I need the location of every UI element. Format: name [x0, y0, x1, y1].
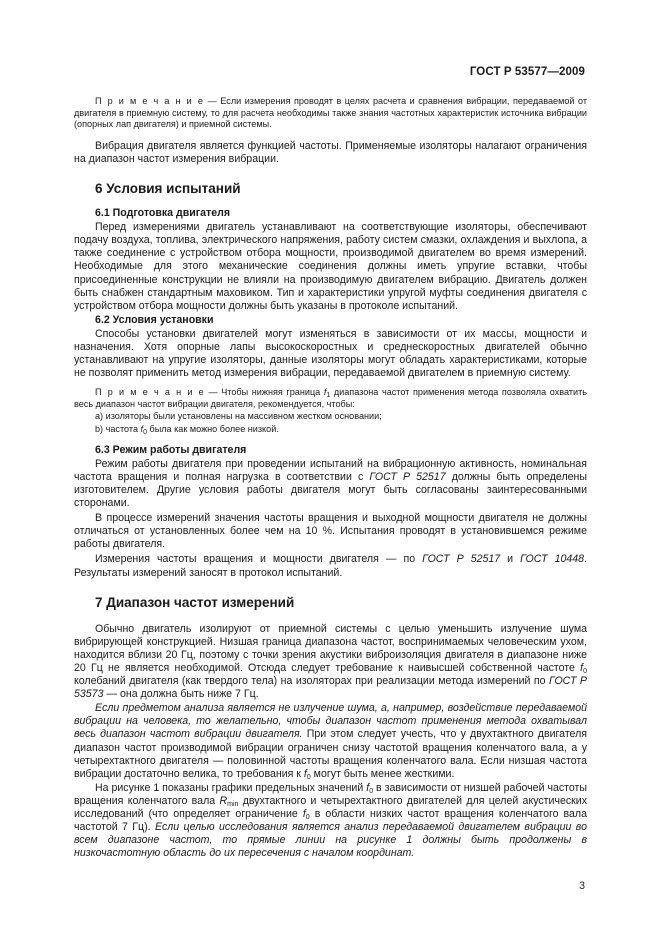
note-paragraph-6-2: П р и м е ч а н и е — Чтобы нижняя граница $f_1$ диапазона частот применения метода позволяла охватить весь диапазон частот вибрации двигателя, рекомендуется, чтобы: [74, 387, 587, 409]
subsection-6-3-para-1: Режим работы двигателя при проведении испытаний на вибрационную активность, номинальная частота вращения и полная нагрузка в соответствии с ГОСТ Р 52517 должны быть определены изготовителем. Другие условия работы двигателя могут быть согласованы заинтересованными сторонами. [74, 457, 587, 510]
note-label: П р и м е ч а н и е [95, 387, 205, 398]
italic-emphasis: Если предметом анализа является не излучение шума, а, например, воздействие передаваемой вибрации на человека, то желательно, чтобы диапазон частот применения метода охватывал весь диапазон частот вибрации двигателя. [74, 702, 587, 741]
list-item-b: b) частота $f_0$ была как можно более низкой. [95, 424, 279, 437]
standard-reference: ГОСТ Р 52517 [422, 553, 501, 566]
symbol-f: f [580, 661, 584, 674]
document-header: ГОСТ Р 53577—2009 [469, 66, 585, 78]
section-7-para-1: Обычно двигатель изолируют от приемной системы с целью уменьшить излучение шума вибрирующей конструкцией. Низшая граница диапазона частот, воспринимаемых человеческим ухом, находится вблизи 20 Гц, поэтому с точки зрения акустики виброизоляция двигателя в диапазоне ниже 20 Гц не является необходимой. Отсюда следует требование к наивысшей собственной частоте $f_0$ колебаний двигателя (как твердого тела) на изоляторах при реализации метода измерений по ГОСТ Р 53573 — она должна быть ниже 7 Гц. [74, 622, 587, 701]
subsection-6-1-heading: 6.1 Подготовка двигателя [95, 207, 231, 220]
subsection-6-1-text: Перед измерениями двигатель устанавливают на соответствующие изоляторы, обеспечивают подачу воздуха, топлива, электрического напряжения, работу систем смазки, охлаждения и выхлопа, а также соединение с устройством отбора мощности, производимой двигателем во время измерений. Необходимые для этого механические соединения должны иметь упругие вставки, чтобы присоединенные конструкции не влияли на производимую двигателем вибрацию. Двигатель должен быть снабжен стандартным маховиком. Тип и характеристики упругой муфты соединения двигателя с устройством отбора мощности должны быть указаны в протоколе испытаний. [74, 221, 587, 312]
standard-reference: ГОСТ Р 53573 [74, 675, 587, 701]
standard-reference: ГОСТ 10448 [520, 553, 585, 566]
subsection-6-2-heading: 6.2 Условия установки [95, 313, 214, 326]
subsection-6-2-text: Способы установки двигателей могут изменяться в зависимости от их массы, мощности и назначения. Хотя опорные лапы высокоскоростных и среднескоростных двигателей обычно устанавливают на упругие изоляторы, данные изоляторы могут обладать характеристиками, которые не позволят применить метод измерения вибрации, передаваемой двигателем в приемную систему. [74, 327, 587, 380]
section-6-heading: 6 Условия испытаний [95, 180, 241, 196]
italic-emphasis: Если целью исследования является анализ передаваемой двигателем вибрации во всем диапазоне частот, то прямые линии на рисунке 1 должны быть продолжены в низкочастотную область до их пересечения с началом координат. [74, 821, 587, 860]
symbol-f: f [302, 808, 306, 820]
subsection-6-3-para-2: В процессе измерений значения частоты вращения и выходной мощности двигателя не должны отличаться от установленных более чем на 10 %. Испытания проводят в установившемся режиме работы двигателя. [74, 512, 587, 551]
symbol-f: f [366, 781, 370, 794]
symbol-f: f [140, 424, 144, 435]
page-number: 3 [579, 880, 585, 892]
standard-reference: ГОСТ Р 52517 [369, 470, 446, 483]
symbol-f: f [323, 387, 327, 398]
subsection-6-3-para-3: Измерения частоты вращения и мощности двигателя — по ГОСТ Р 52517 и ГОСТ 10448. Результаты измерений заносят в протокол испытаний. [74, 553, 587, 579]
page-content [74, 96, 587, 860]
note-label: П р и м е ч а н и е [95, 96, 205, 106]
note-text: — Если измерения проводят в целях расчета и сравнения вибрации, передаваемой от двигателя в приемную систему, то для расчета необходимы также знания частотных характеристик источника вибрации (опорных лап двигателя) и приемной системы. [74, 96, 587, 130]
intro-paragraph: Вибрация двигателя является функцией частоты. Применяемые изоляторы налагают ограничения на диапазон частот измерения вибрации. [74, 139, 587, 165]
subsection-6-3-heading: 6.3 Режим работы двигателя [95, 443, 247, 456]
section-7-para-3: На рисунке 1 показаны графики предельных значений $f_0$ в зависимости от низшей рабочей частоты вращения коленчатого вала $R_{min}$ двухтактного и четырехтактного двигателей для целей акустических исследований (что определяет ограничение $f_0$ в области низких частот вращения коленчатого вала частотой 7 Гц). Если целью исследования является анализ передаваемой двигателем вибрации во всем диапазоне частот, то прямые линии на рисунке 1 должны быть продолжены в низкочастотную область до их пересечения с началом координат. [74, 781, 588, 860]
section-7-heading: 7 Диапазон частот измерений [95, 594, 295, 610]
symbol-f: f [303, 767, 307, 780]
list-item-a: a) изоляторы были установлены на массивном жестком основании; [95, 411, 382, 422]
note-paragraph [74, 96, 587, 131]
symbol-r: R [219, 794, 228, 807]
section-7-para-2: Если предметом анализа является не излучение шума, а, например, воздействие передаваемой вибрации на человека, то желательно, чтобы диапазон частот применения метода охватывал весь диапазон частот вибрации двигателя. При этом следует учесть, что у двухтактного двигателя диапазон частот производимой вибрации ограничен снизу частотой вращения коленчатого вала, а у четырехтактного двигателя — половинной частоты вращения коленчатого вала. Если низшая частота вибрации достаточно велика, то требования к $f_0$ могут быть менее жесткими. [74, 702, 588, 781]
